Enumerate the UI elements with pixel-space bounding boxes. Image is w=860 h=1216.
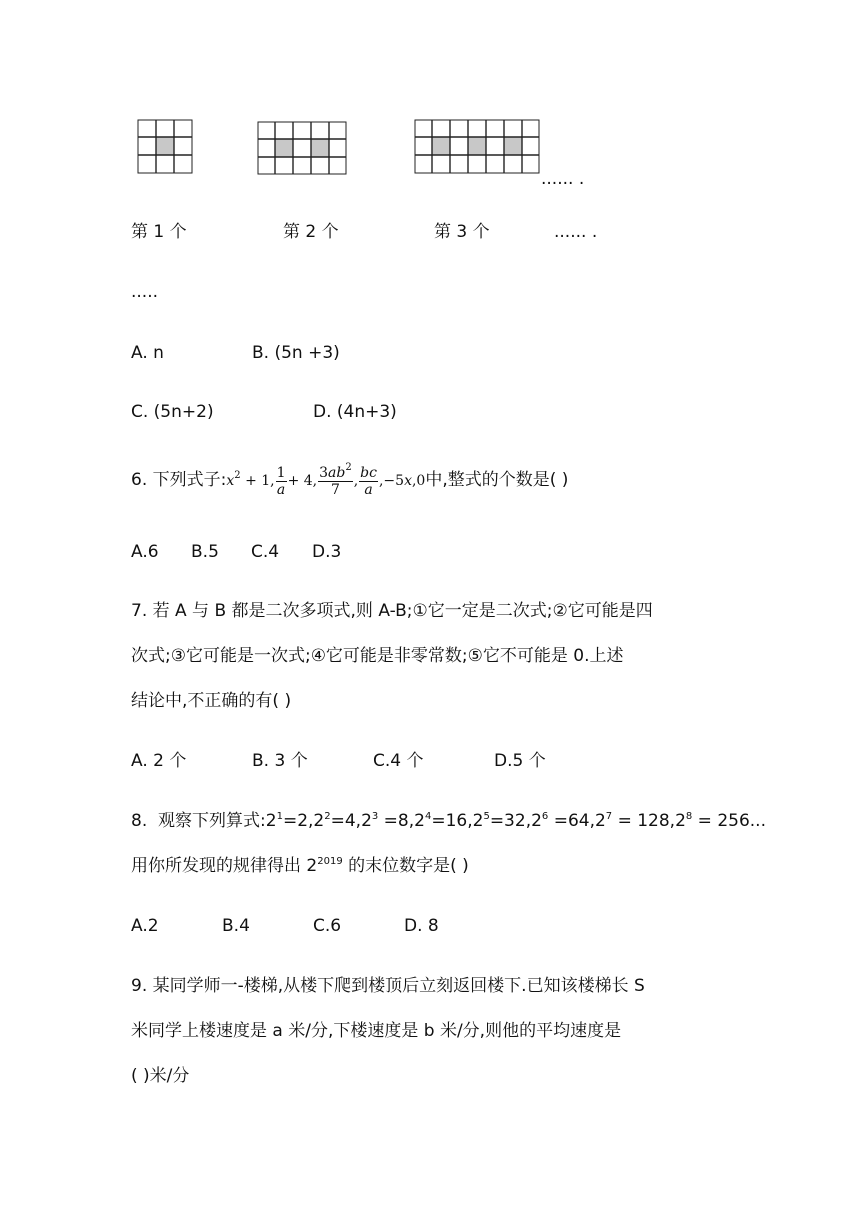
q6-option-d: D.3 bbox=[312, 542, 342, 562]
q9-line-1: 9. 某同学师一-楼梯,从楼下爬到楼顶后立刻返回楼下.已知该楼梯长 S bbox=[131, 976, 645, 996]
q8-line-2-prefix: 用你所发现的规律得出 2 bbox=[131, 856, 318, 876]
q9-line-3: ( )米/分 bbox=[131, 1066, 190, 1086]
q7-line-2: 次式;③它可能是一次式;④它可能是非零常数;⑤它不可能是 0.上述 bbox=[131, 646, 624, 666]
figure-label-3: 第 3 个 bbox=[434, 222, 490, 242]
figure-3 bbox=[414, 119, 540, 174]
q9-line-2: 米同学上楼速度是 a 米/分,下楼速度是 b 米/分,则他的平均速度是 bbox=[131, 1021, 622, 1041]
figure-label-1: 第 1 个 bbox=[131, 222, 187, 242]
ellipsis-line: ..... bbox=[131, 282, 159, 302]
q6-prefix: 6. 下列式子: bbox=[131, 470, 227, 490]
q8-option-d: D. 8 bbox=[404, 916, 439, 936]
figure-1 bbox=[137, 119, 193, 174]
q7-option-c: C.4 个 bbox=[373, 751, 424, 771]
figure-ellipsis: ...... . bbox=[541, 169, 585, 189]
q7-line-3: 结论中,不正确的有( ) bbox=[131, 691, 292, 711]
q7-line-1: 7. 若 A 与 B 都是二次多项式,则 A-B;①它一定是二次式;②它可能是四 bbox=[131, 601, 653, 621]
q8-line-1: 8. 观察下列算式$:2^1=2,2^2=4,2^3 =8,2^4=16,2^5=32,2^6 =64,2^7 = 128,2^8 = 256$... bbox=[131, 811, 766, 831]
q7-option-a: A. 2 个 bbox=[131, 751, 187, 771]
q5-option-d: D. (4n+3) bbox=[313, 402, 397, 422]
q8-option-a: A.2 bbox=[131, 916, 159, 936]
q6-option-b: B.5 bbox=[191, 542, 219, 562]
q8-option-c: C.6 bbox=[313, 916, 342, 936]
q8-option-b: B.4 bbox=[222, 916, 250, 936]
q6-suffix: 中,整式的个数是( ) bbox=[425, 470, 569, 490]
figure-2 bbox=[257, 121, 347, 175]
q6-stem bbox=[131, 458, 568, 504]
q7-option-b: B. 3 个 bbox=[252, 751, 308, 771]
q6-option-c: C.4 bbox=[251, 542, 280, 562]
q6-option-a: A.6 bbox=[131, 542, 159, 562]
q6-expression: $x^2 + 1$, $\frac{1}{a}$ + 4, $\frac{3ab^2}{7}$ , $\frac{bc}{a}$ ,−5x,0 bbox=[226, 461, 426, 498]
q5-option-c: C. (5n+2) bbox=[131, 402, 214, 422]
q5-option-b: B. (5n +3) bbox=[252, 343, 340, 363]
label-ellipsis: ...... . bbox=[554, 222, 598, 242]
q8-line-2 bbox=[131, 856, 469, 876]
q7-option-d: D.5 个 bbox=[494, 751, 546, 771]
figure-label-2: 第 2 个 bbox=[283, 222, 339, 242]
q8-line-2-suffix: 的末位数字是( ) bbox=[342, 856, 469, 876]
q5-option-a: A. n bbox=[131, 343, 164, 363]
q8-exponent: 2019 bbox=[317, 856, 343, 867]
